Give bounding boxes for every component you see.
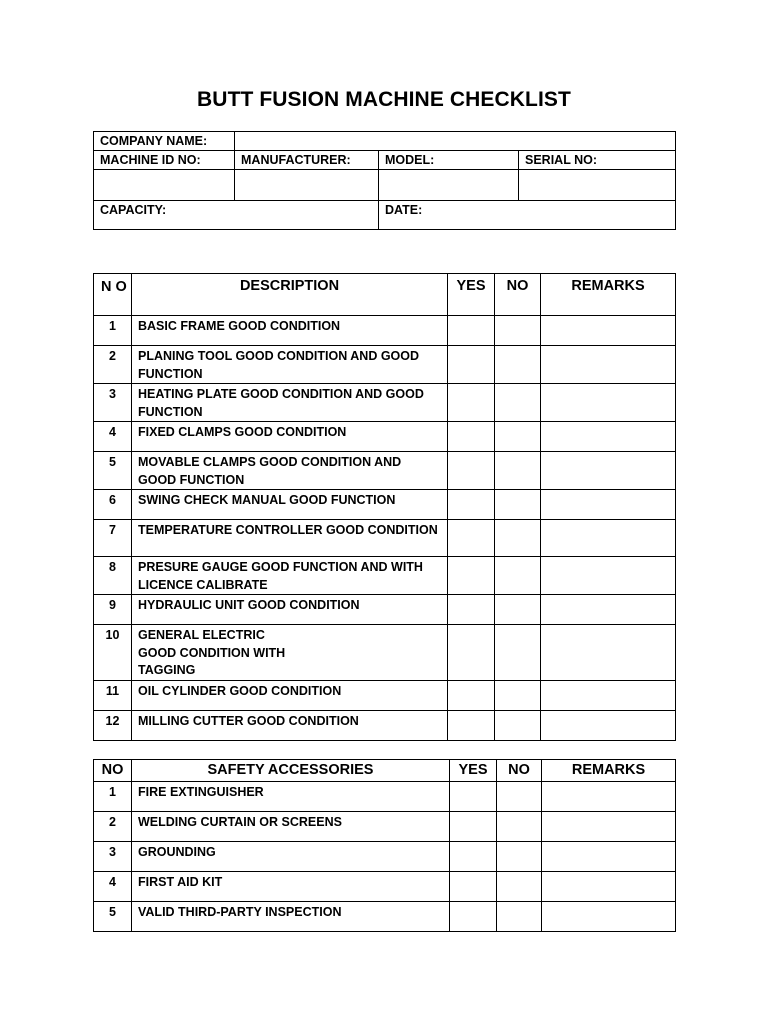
no-column-header: N O	[94, 274, 132, 316]
remarks-cell[interactable]	[541, 595, 676, 625]
item-number: 5	[94, 902, 132, 932]
safety-accessories-column-header: SAFETY ACCESSORIES	[132, 760, 450, 782]
item-number: 2	[94, 812, 132, 842]
item-number: 2	[94, 346, 132, 384]
no-column-header: NO	[94, 760, 132, 782]
no-checkbox-cell[interactable]	[497, 902, 542, 932]
item-description: FIRE EXTINGUISHER	[132, 782, 450, 812]
machine-id-label: MACHINE ID NO:	[94, 151, 235, 170]
yes-column-header: YES	[448, 274, 495, 316]
yes-checkbox-cell[interactable]	[448, 710, 495, 740]
item-description: HYDRAULIC UNIT GOOD CONDITION	[132, 595, 448, 625]
no-checkbox-cell[interactable]	[495, 490, 541, 520]
table-row	[94, 710, 676, 740]
remarks-cell[interactable]	[541, 316, 676, 346]
table-row	[94, 872, 676, 902]
yes-checkbox-cell[interactable]	[448, 680, 495, 710]
machine-id-field[interactable]	[94, 170, 235, 201]
yes-checkbox-cell[interactable]	[450, 842, 497, 872]
item-number: 4	[94, 872, 132, 902]
no-checkbox-cell[interactable]	[497, 872, 542, 902]
yes-checkbox-cell[interactable]	[450, 902, 497, 932]
yes-column-header: YES	[450, 760, 497, 782]
item-number: 3	[94, 384, 132, 422]
table-row	[94, 557, 676, 595]
yes-checkbox-cell[interactable]	[448, 595, 495, 625]
table-row	[94, 316, 676, 346]
item-description: GROUNDING	[132, 842, 450, 872]
company-name-label: COMPANY NAME:	[94, 132, 235, 151]
no-checkbox-cell[interactable]	[497, 842, 542, 872]
manufacturer-field[interactable]	[235, 170, 379, 201]
yes-checkbox-cell[interactable]	[448, 625, 495, 681]
yes-checkbox-cell[interactable]	[448, 520, 495, 557]
yes-checkbox-cell[interactable]	[448, 346, 495, 384]
remarks-cell[interactable]	[541, 557, 676, 595]
yes-checkbox-cell[interactable]	[448, 490, 495, 520]
table-row	[94, 680, 676, 710]
table-row	[94, 520, 676, 557]
no-checkbox-cell[interactable]	[497, 782, 542, 812]
remarks-cell[interactable]	[542, 812, 676, 842]
item-number: 1	[94, 782, 132, 812]
yes-checkbox-cell[interactable]	[448, 557, 495, 595]
item-number: 5	[94, 452, 132, 490]
remarks-cell[interactable]	[541, 625, 676, 681]
no-checkbox-cell[interactable]	[495, 452, 541, 490]
item-description: PLANING TOOL GOOD CONDITION AND GOOD FUNCTION	[132, 346, 448, 384]
table-row	[94, 625, 676, 681]
no-checkbox-cell[interactable]	[495, 384, 541, 422]
no-checkbox-cell[interactable]	[495, 595, 541, 625]
model-label: MODEL:	[379, 151, 519, 170]
item-number: 1	[94, 316, 132, 346]
table-row	[94, 812, 676, 842]
yes-checkbox-cell[interactable]	[448, 384, 495, 422]
item-description: FIRST AID KIT	[132, 872, 450, 902]
item-number: 9	[94, 595, 132, 625]
yes-checkbox-cell[interactable]	[450, 812, 497, 842]
no-checkbox-cell[interactable]	[495, 557, 541, 595]
remarks-cell[interactable]	[541, 710, 676, 740]
remarks-cell[interactable]	[541, 452, 676, 490]
no-check-column-header: NO	[497, 760, 542, 782]
yes-checkbox-cell[interactable]	[448, 452, 495, 490]
item-description: OIL CYLINDER GOOD CONDITION	[132, 680, 448, 710]
item-description: VALID THIRD-PARTY INSPECTION	[132, 902, 450, 932]
yes-checkbox-cell[interactable]	[448, 422, 495, 452]
remarks-column-header: REMARKS	[541, 274, 676, 316]
remarks-cell[interactable]	[542, 902, 676, 932]
item-number: 4	[94, 422, 132, 452]
table-row	[94, 902, 676, 932]
yes-checkbox-cell[interactable]	[448, 316, 495, 346]
serial-no-label: SERIAL NO:	[519, 151, 676, 170]
item-number: 3	[94, 842, 132, 872]
capacity-field[interactable]: CAPACITY:	[94, 201, 379, 230]
model-field[interactable]	[379, 170, 519, 201]
no-checkbox-cell[interactable]	[497, 812, 542, 842]
table-row	[94, 782, 676, 812]
remarks-cell[interactable]	[541, 346, 676, 384]
item-number: 11	[94, 680, 132, 710]
item-number: 8	[94, 557, 132, 595]
no-checkbox-cell[interactable]	[495, 625, 541, 681]
item-description: GENERAL ELECTRIC GOOD CONDITION WITH TAGGING	[132, 625, 448, 681]
item-number: 6	[94, 490, 132, 520]
item-number: 10	[94, 625, 132, 681]
remarks-cell[interactable]	[541, 520, 676, 557]
table-row	[94, 842, 676, 872]
machine-info-table	[93, 131, 676, 230]
table-row	[94, 595, 676, 625]
yes-checkbox-cell[interactable]	[450, 872, 497, 902]
item-description: BASIC FRAME GOOD CONDITION	[132, 316, 448, 346]
item-description: PRESURE GAUGE GOOD FUNCTION AND WITH LICENCE CALIBRATE	[132, 557, 448, 595]
company-name-field[interactable]	[235, 132, 676, 151]
remarks-cell[interactable]	[541, 422, 676, 452]
item-description: TEMPERATURE CONTROLLER GOOD CONDITION	[132, 520, 448, 557]
table-row	[94, 490, 676, 520]
no-checkbox-cell[interactable]	[495, 710, 541, 740]
no-checkbox-cell[interactable]	[495, 316, 541, 346]
item-description: WELDING CURTAIN OR SCREENS	[132, 812, 450, 842]
item-number: 7	[94, 520, 132, 557]
item-description: FIXED CLAMPS GOOD CONDITION	[132, 422, 448, 452]
table-row	[94, 422, 676, 452]
remarks-cell[interactable]	[542, 782, 676, 812]
table-row	[94, 384, 676, 422]
no-checkbox-cell[interactable]	[495, 520, 541, 557]
remarks-cell[interactable]	[542, 842, 676, 872]
no-checkbox-cell[interactable]	[495, 680, 541, 710]
date-field[interactable]: DATE:	[379, 201, 676, 230]
description-column-header: DESCRIPTION	[132, 274, 448, 316]
page-title: BUTT FUSION MACHINE CHECKLIST	[197, 88, 571, 111]
remarks-cell[interactable]	[541, 490, 676, 520]
item-description: MOVABLE CLAMPS GOOD CONDITION AND GOOD FUNCTION	[132, 452, 448, 490]
remarks-column-header: REMARKS	[542, 760, 676, 782]
no-checkbox-cell[interactable]	[495, 422, 541, 452]
manufacturer-label: MANUFACTURER:	[235, 151, 379, 170]
serial-no-field[interactable]	[519, 170, 676, 201]
remarks-cell[interactable]	[541, 384, 676, 422]
machine-checklist-table	[93, 273, 676, 741]
item-description: SWING CHECK MANUAL GOOD FUNCTION	[132, 490, 448, 520]
remarks-cell[interactable]	[541, 680, 676, 710]
item-description: HEATING PLATE GOOD CONDITION AND GOOD FUNCTION	[132, 384, 448, 422]
no-check-column-header: NO	[495, 274, 541, 316]
table-row	[94, 452, 676, 490]
table-row	[94, 346, 676, 384]
safety-accessories-table	[93, 759, 676, 932]
item-number: 12	[94, 710, 132, 740]
item-description: MILLING CUTTER GOOD CONDITION	[132, 710, 448, 740]
remarks-cell[interactable]	[542, 872, 676, 902]
no-checkbox-cell[interactable]	[495, 346, 541, 384]
yes-checkbox-cell[interactable]	[450, 782, 497, 812]
